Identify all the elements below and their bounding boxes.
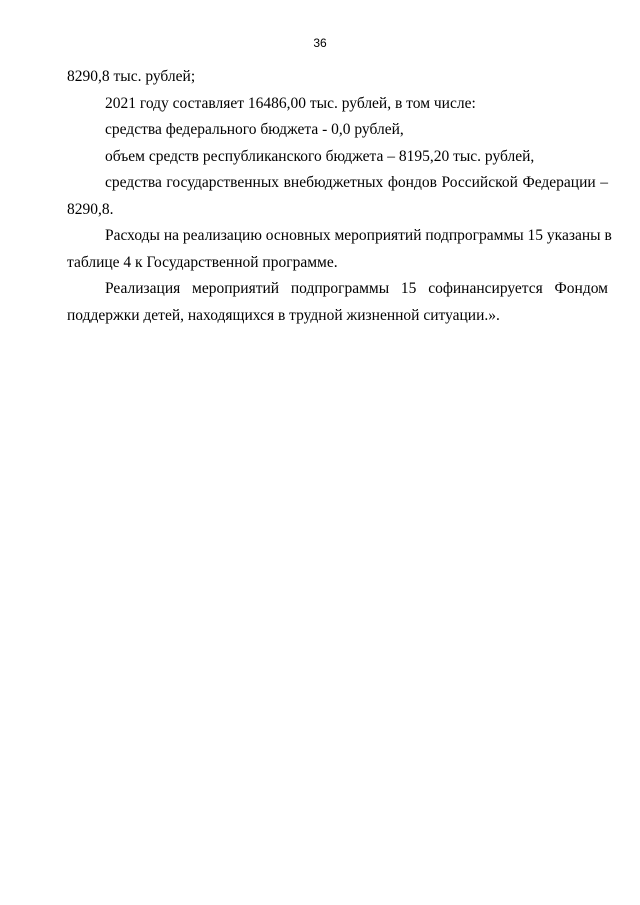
text-line: 2021 году составляет 16486,00 тыс. рублей, в том числе: xyxy=(105,94,476,112)
text-line: 8290,8 тыс. рублей; xyxy=(67,68,196,85)
text-line: средства государственных внебюджетных фондов Российской Федерации – xyxy=(105,174,608,191)
text-line: объем средств республиканского бюджета – 8195,20 тыс. рублей, xyxy=(105,147,535,165)
text-line: Расходы на реализацию основных мероприятий подпрограммы 15 указаны в xyxy=(105,227,612,244)
page-number: 36 xyxy=(313,36,327,50)
text-line: Реализация мероприятий подпрограммы 15 софинансируется Фондом xyxy=(105,280,608,297)
document-body xyxy=(67,64,612,329)
text-line: поддержки детей, находящихся в трудной жизненной ситуации.». xyxy=(67,306,500,324)
text-line: 8290,8. xyxy=(67,200,114,218)
text-line: таблице 4 к Государственной программе. xyxy=(67,253,338,271)
text-line: средства федерального бюджета - 0,0 рублей, xyxy=(105,121,404,138)
